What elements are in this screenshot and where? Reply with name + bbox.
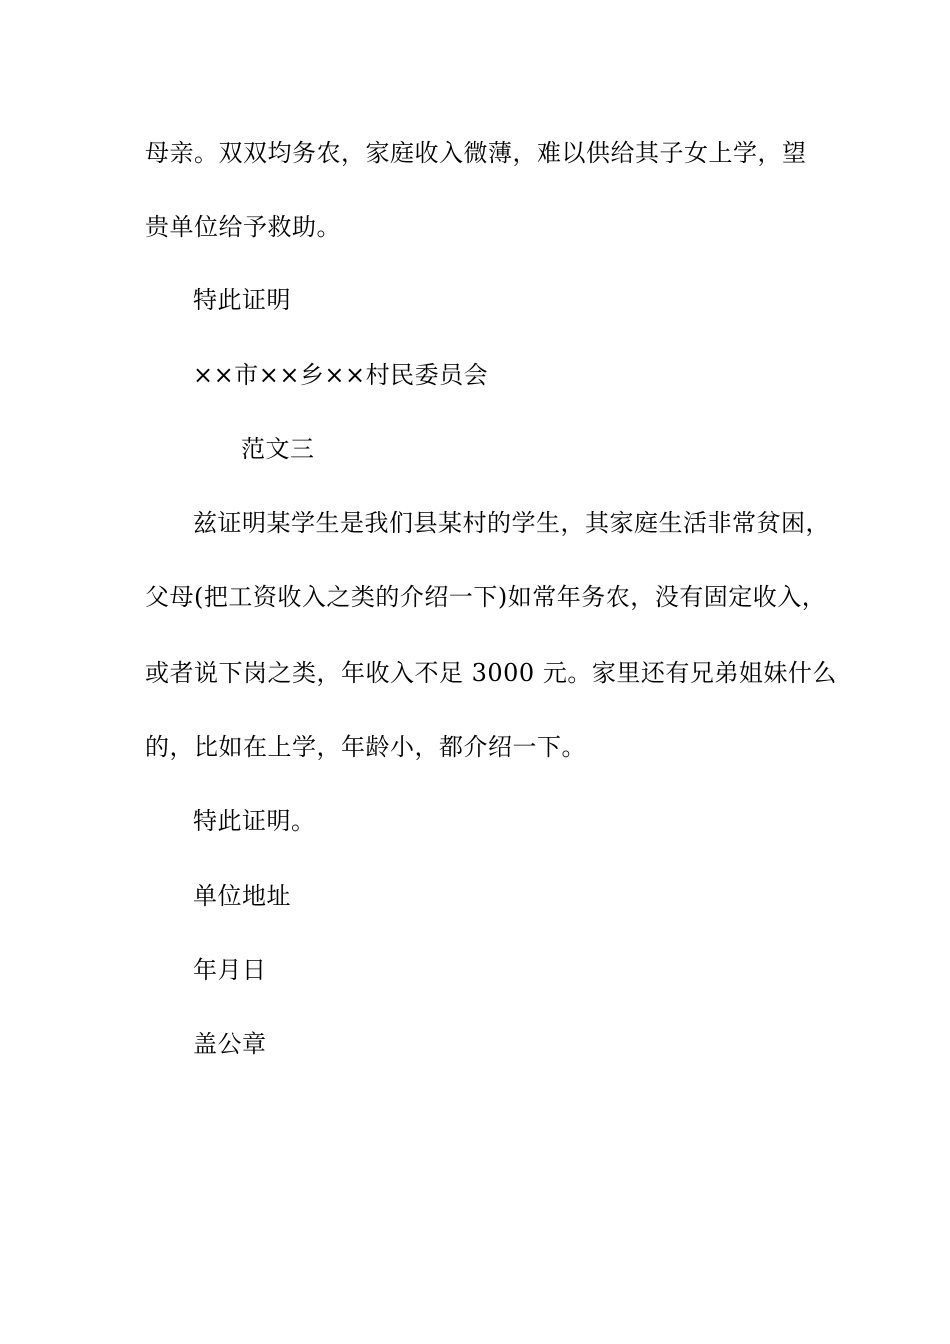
paragraph-line: 母亲。双双均务农，家庭收入微薄，难以供给其子女上学，望 bbox=[145, 139, 807, 167]
paragraph-line: 的，比如在上学，年龄小，都介绍一下。 bbox=[145, 733, 586, 761]
closing-statement: 特此证明 bbox=[193, 286, 291, 314]
paragraph-line: 贵单位给予救助。 bbox=[145, 213, 341, 241]
paragraph-line: 或者说下岗之类，年收入不足 3000 元。家里还有兄弟姐妹什么 bbox=[145, 659, 837, 687]
closing-statement: 特此证明。 bbox=[193, 807, 316, 835]
seal-line: 盖公章 bbox=[193, 1030, 267, 1058]
paragraph-line: 父母(把工资收入之类的介绍一下)如常年务农，没有固定收入， bbox=[145, 583, 827, 611]
issuer-name: ××市××乡××村民委员会 bbox=[193, 361, 489, 389]
unit-address: 单位地址 bbox=[193, 882, 291, 910]
section-heading: 范文三 bbox=[241, 435, 315, 463]
paragraph-line: 兹证明某学生是我们县某村的学生，其家庭生活非常贫困， bbox=[193, 509, 830, 537]
date-line: 年月日 bbox=[193, 956, 267, 984]
